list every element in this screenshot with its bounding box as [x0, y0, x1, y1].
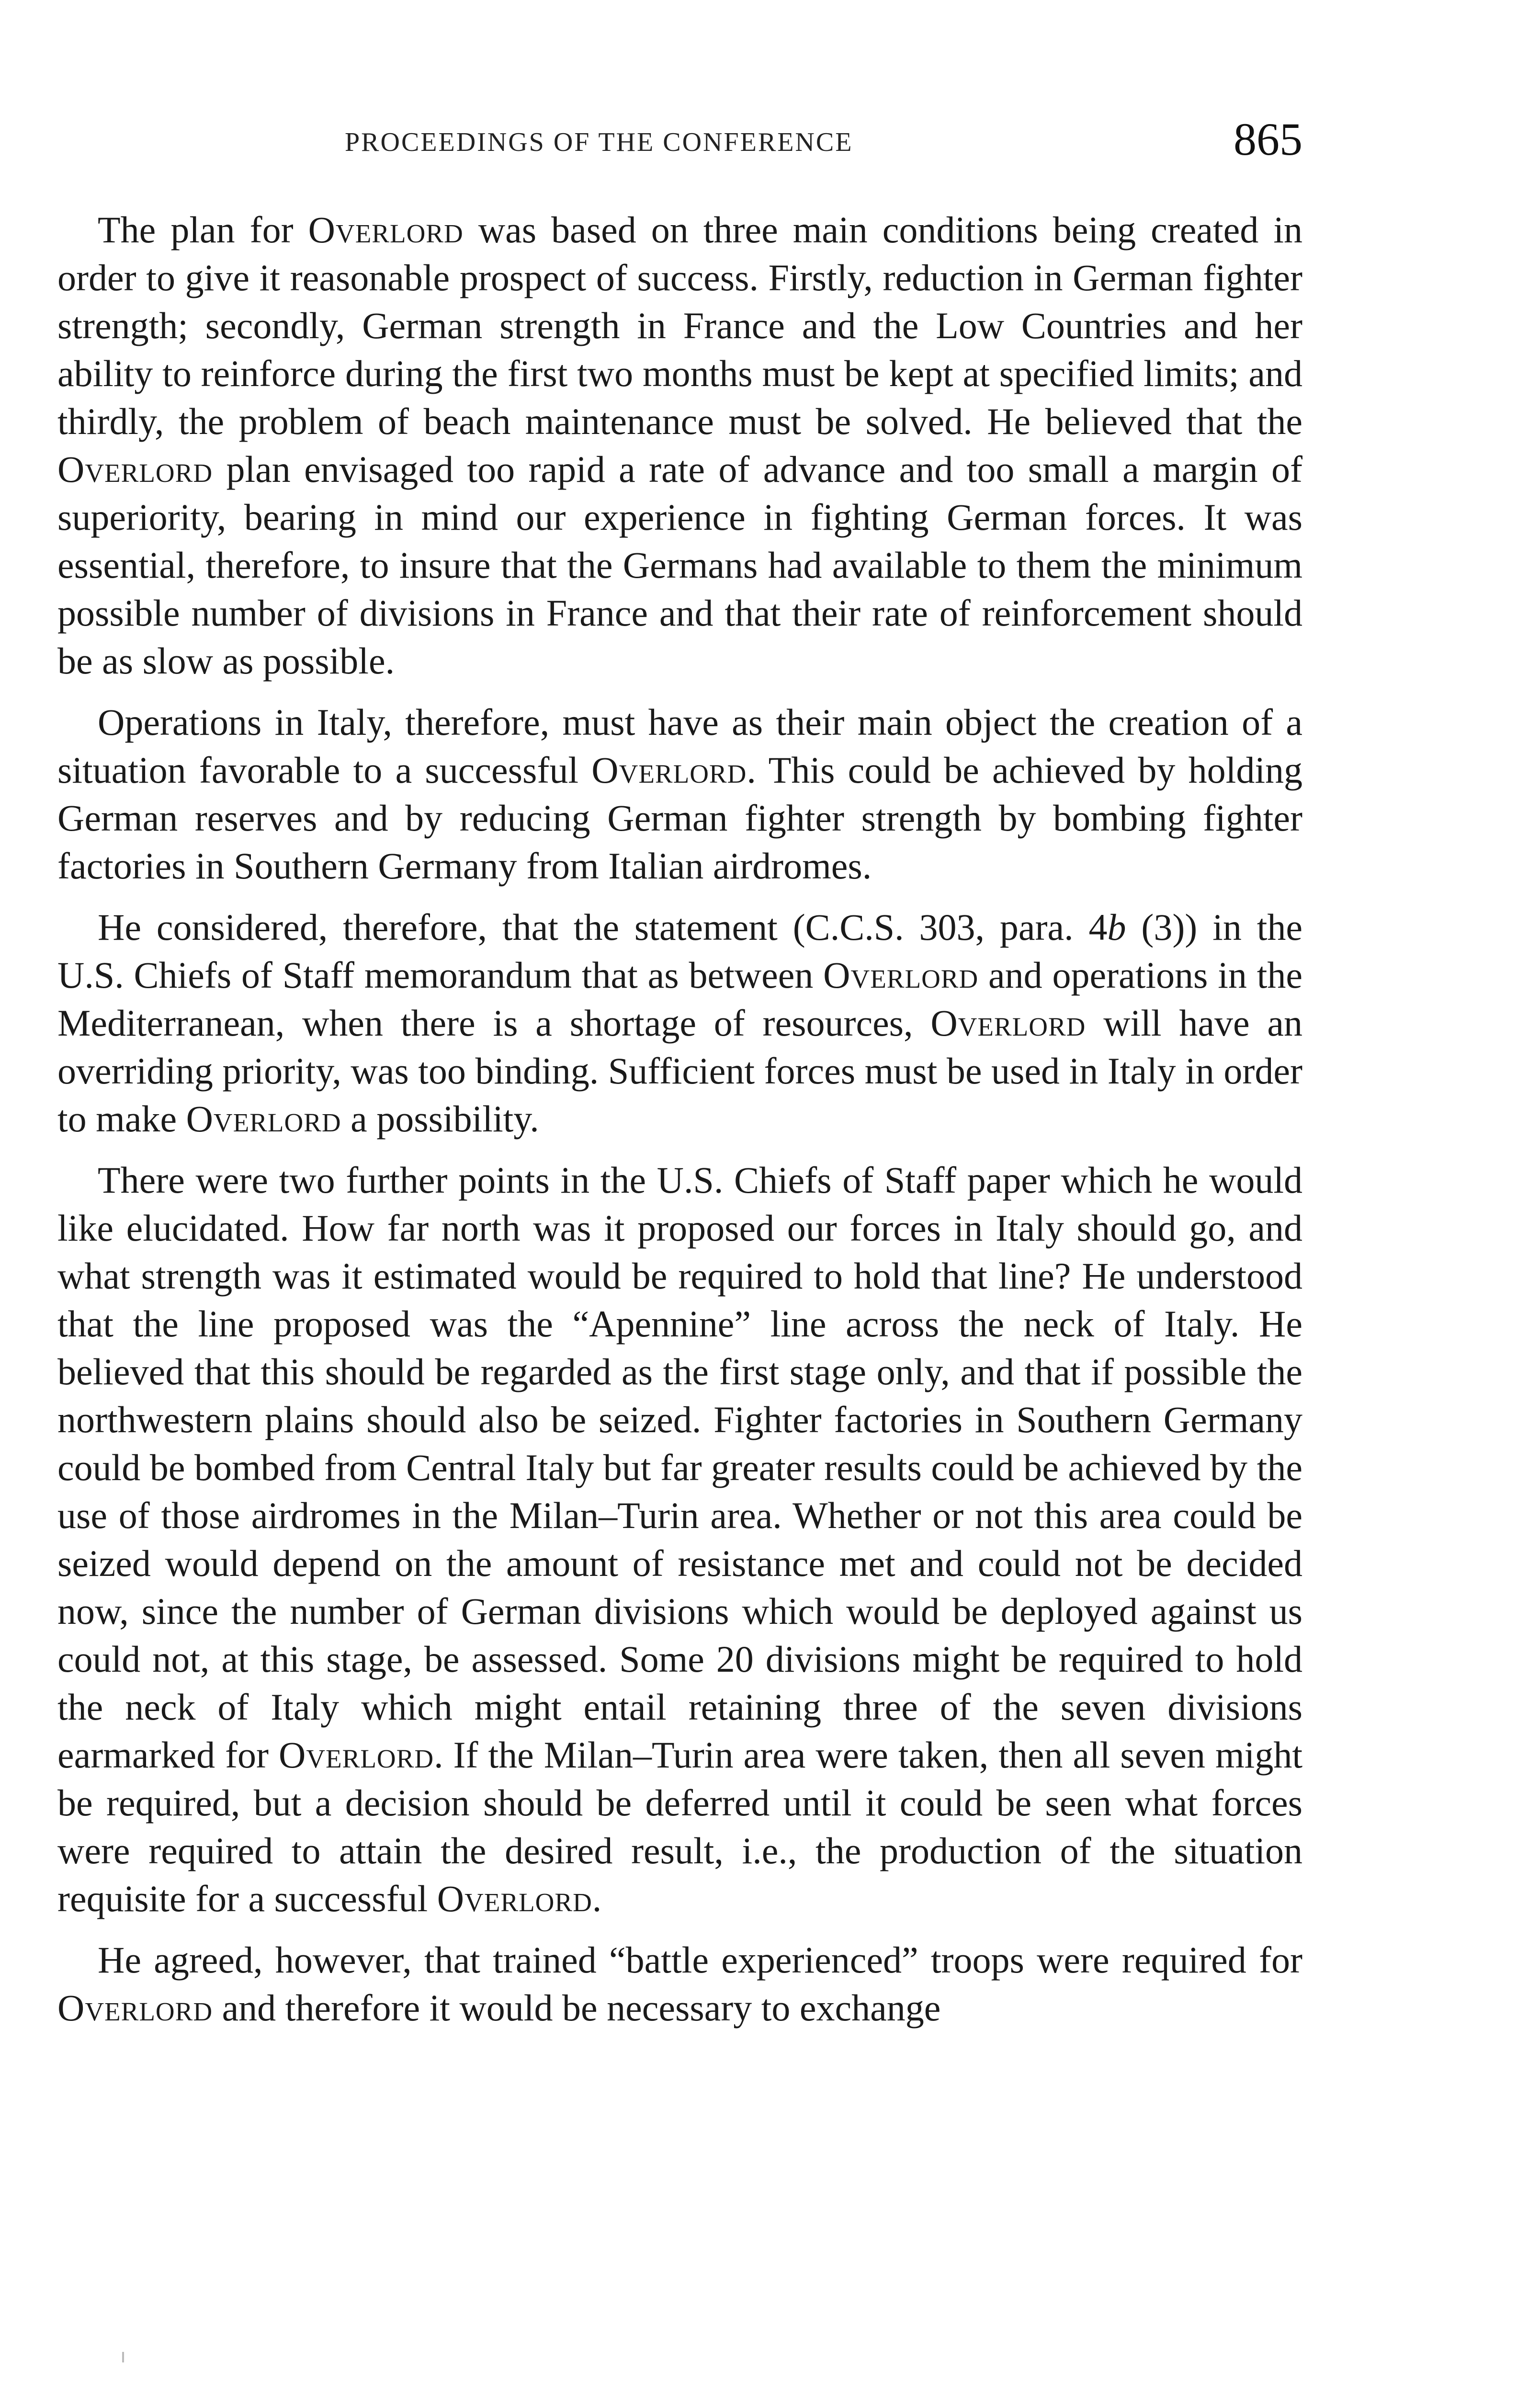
text-run: Operations in Italy, therefore, must have as their main object the creation of a situation favorable to a successful — [57, 701, 1302, 791]
italic-reference: b — [1107, 906, 1126, 948]
text-run: He agreed, however, that trained “battle experienced” troops were required for — [98, 1939, 1302, 1981]
text-run: . — [592, 1878, 602, 1919]
text-run: was based on three main conditions being created in order to give it reasonable prospect of success. Firstly, reduction in German fighter strength; secondly, German strength in France and the Low Countries and her ability to reinforce during the first two months must be kept at specified limits; and thirdly, the problem of beach maintenance must be solved. He believed that the — [57, 209, 1302, 442]
operation-name: Overlord — [591, 749, 747, 791]
body-text — [57, 206, 1302, 2045]
operation-name: Overlord — [186, 1098, 341, 1140]
page-number: 865 — [1234, 114, 1302, 165]
operation-name: Overlord — [437, 1878, 592, 1919]
text-run: a possibility. — [341, 1098, 539, 1140]
text-run: He considered, therefore, that the statement (C.C.S. 303, para. 4 — [98, 906, 1108, 948]
paragraph-overlord-plan — [57, 206, 1302, 685]
text-run: will have an overriding priority, was too binding. Sufficient forces must be used in Italy in order to make — [57, 1002, 1302, 1140]
text-run: . This could be achieved by holding German reserves and by reducing German fighter strength by bombing fighter factories in Southern Germany from Italian airdromes. — [57, 749, 1303, 887]
text-run: and operations in the Mediterranean, when there is a shortage of resources, — [57, 954, 1302, 1044]
operation-name: Overlord — [57, 448, 213, 490]
running-title: PROCEEDINGS OF THE CONFERENCE — [345, 127, 853, 157]
text-run: (3)) in the U.S. Chiefs of Staff memorandum that as between — [57, 906, 1302, 996]
paragraph-battle-experienced — [57, 1936, 1302, 2032]
operation-name: Overlord — [930, 1002, 1086, 1044]
operation-name: Overlord — [308, 209, 464, 251]
text-run: and therefore it would be necessary to exchange — [213, 1987, 941, 2029]
text-run: . If the Milan–Turin area were taken, then all seven might be required, but a decision should be deferred until it could be seen what forces were required to attain the desired result, i.e., the production of the situation requisite for a successful — [57, 1734, 1302, 1919]
margin-mark — [122, 2352, 124, 2362]
text-run: The plan for — [98, 209, 308, 251]
text-run: There were two further points in the U.S. Chiefs of Staff paper which he would like elucidated. How far north was it proposed our forces in Italy should go, and what strength was it estimated would be required to hold that line? He understood that the line proposed was the “Apennine” line across the neck of Italy. He believed that this should be regarded as the first stage only, and that if possible the northwestern plains should also be seized. Fighter factories in Southern Germany could be bombed from Central Italy but far greater results could be achieved by the use of those airdromes in the Milan–Turin area. Whether or not this area could be seized would depend on the amount of resistance met and could not be decided now, since the number of German divisions which would be deployed against us could not, at this stage, be assessed. Some 20 divisions might be required to hold the neck of Italy which might entail retaining three of the seven divisions earmarked for — [57, 1159, 1302, 1776]
operation-name: Overlord — [279, 1734, 434, 1776]
text-run: plan envisaged too rapid a rate of advance and too small a margin of superiority, bearing in mind our experience in fighting German forces. It was essential, therefore, to insure that the Germans had available to them the minimum possible number of divisions in France and that their rate of reinforcement should be as slow as possible. — [57, 448, 1302, 682]
running-head — [57, 113, 1302, 170]
paragraph-further-points — [57, 1156, 1302, 1923]
operation-name: Overlord — [57, 1987, 213, 2029]
paragraph-operations-in-italy — [57, 698, 1302, 890]
operation-name: Overlord — [823, 954, 979, 996]
paragraph-ccs-statement — [57, 903, 1302, 1143]
